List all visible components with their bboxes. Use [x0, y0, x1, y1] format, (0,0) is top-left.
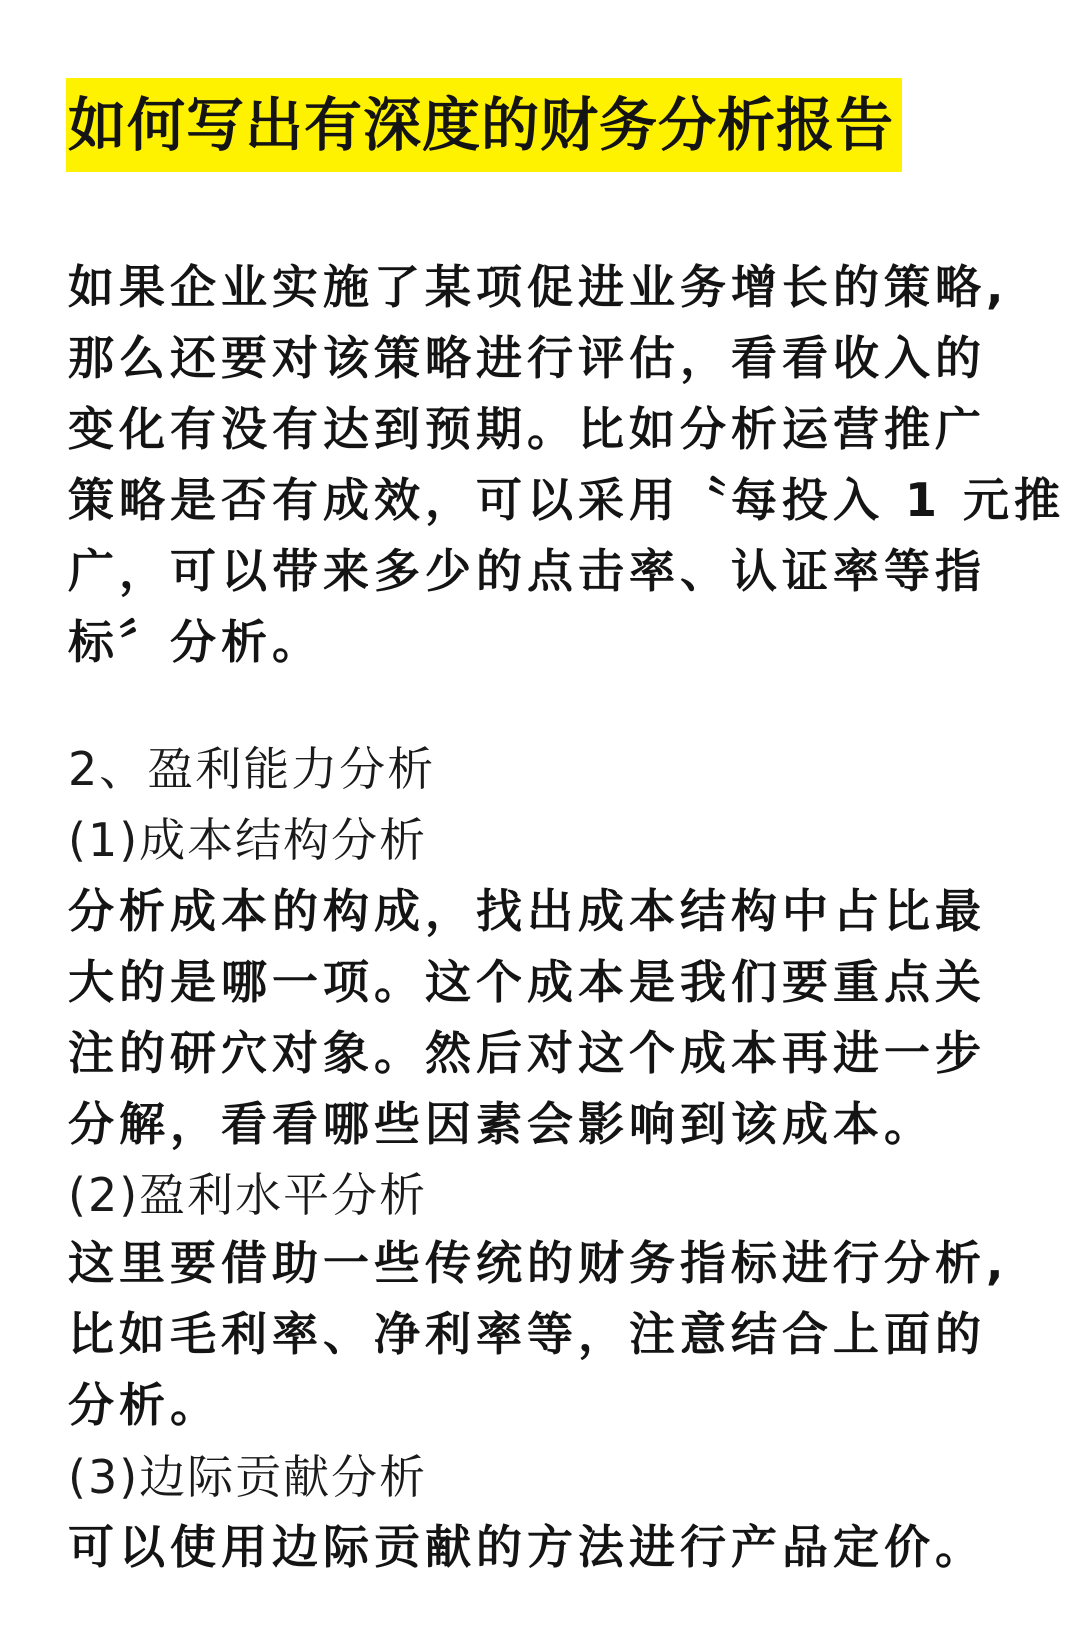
paragraph-line: 比如毛利率、净利率等，注意结合上面的	[68, 1307, 986, 1361]
cost-structure-paragraph	[68, 876, 1028, 1160]
paragraph-line: 分析。	[68, 1378, 221, 1432]
paragraph-line: 如果企业实施了某项促进业务增长的策略,	[68, 260, 1009, 314]
section-heading: 2、盈利能力分析	[68, 742, 436, 796]
subsection-heading-marginal-contribution: (3)边际贡献分析	[68, 1450, 428, 1504]
paragraph-line: 大的是哪一项。这个成本是我们要重点关	[68, 955, 986, 1009]
intro-paragraph	[68, 252, 1066, 678]
subsection-heading-cost-structure: (1)成本结构分析	[68, 813, 428, 867]
profit-level-paragraph	[68, 1228, 1028, 1441]
paragraph-line: 变化有没有达到预期。比如分析运营推广	[68, 402, 986, 456]
paragraph-line: 策略是否有成效，可以采用〝每投入 1 元推	[68, 473, 1066, 527]
paragraph-line: 那么还要对该策略进行评估，看看收入的	[68, 331, 986, 385]
paragraph-line: 注的研穴对象。然后对这个成本再进一步	[68, 1026, 986, 1080]
paragraph-line: 标〞分析。	[68, 615, 323, 669]
marginal-contribution-paragraph	[68, 1512, 1028, 1583]
paragraph-line: 可以使用边际贡献的方法进行产品定价。	[68, 1520, 986, 1574]
paragraph-line: 广，可以带来多少的点击率、认证率等指	[68, 544, 986, 598]
paragraph-line: 分解，看看哪些因素会影响到该成本。	[68, 1097, 935, 1151]
paragraph-line: 分析成本的构成，找出成本结构中占比最	[68, 884, 986, 938]
subsection-heading-profit-level: (2)盈利水平分析	[68, 1168, 428, 1222]
paragraph-line: 这里要借助一些传统的财务指标进行分析,	[68, 1236, 1009, 1290]
page-title: 如何写出有深度的财务分析报告	[66, 78, 902, 172]
